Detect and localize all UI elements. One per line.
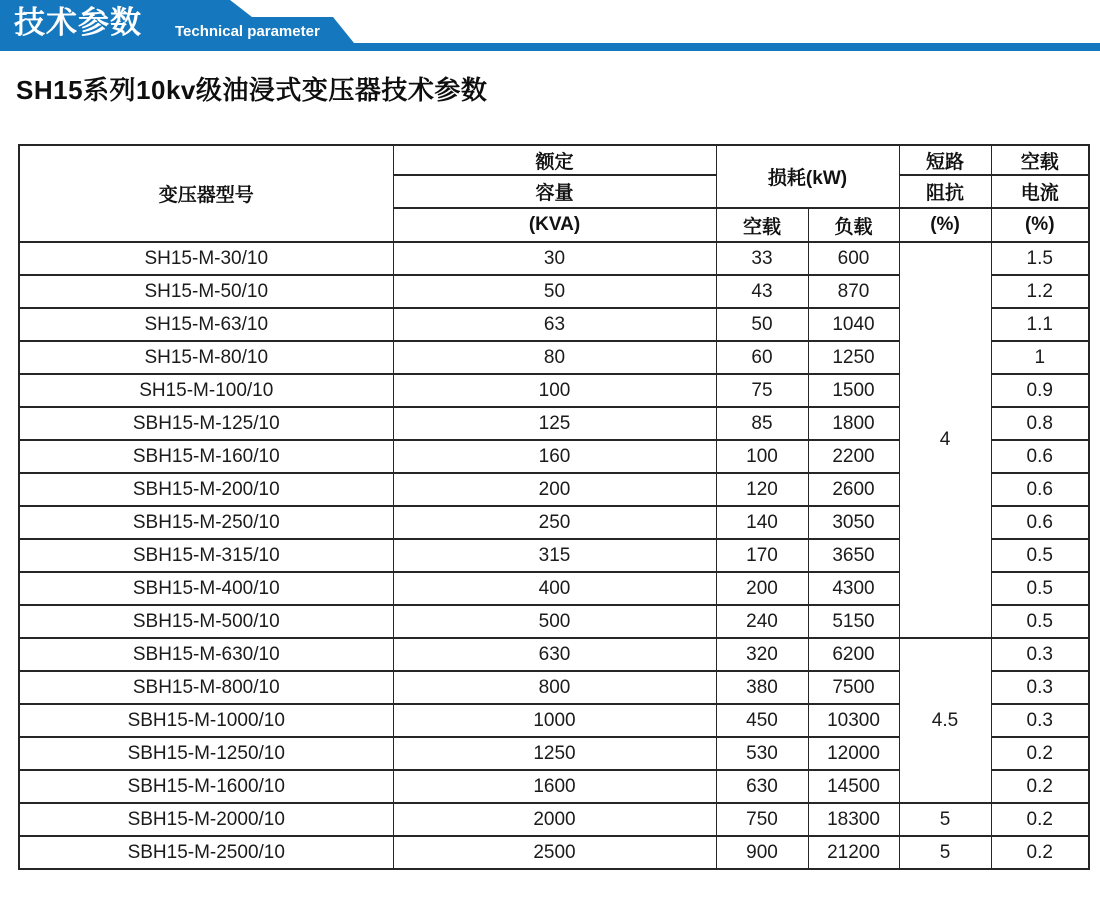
table-body — [19, 242, 1089, 869]
kva-cell: 1250 — [393, 737, 716, 770]
no-load-current-cell: 1.1 — [991, 308, 1089, 341]
kva-cell: 315 — [393, 539, 716, 572]
model-cell: SBH15-M-630/10 — [19, 638, 393, 671]
kva-cell: 500 — [393, 605, 716, 638]
model-cell: SBH15-M-1600/10 — [19, 770, 393, 803]
no-load-current-cell: 0.5 — [991, 572, 1089, 605]
model-cell: SBH15-M-1250/10 — [19, 737, 393, 770]
kva-cell: 100 — [393, 374, 716, 407]
table-row — [19, 638, 1089, 671]
load-loss-cell: 2200 — [808, 440, 899, 473]
no-load-loss-cell: 43 — [716, 275, 808, 308]
model-cell: SBH15-M-800/10 — [19, 671, 393, 704]
no-load-loss-cell: 120 — [716, 473, 808, 506]
kva-cell: 200 — [393, 473, 716, 506]
no-load-current-cell: 0.2 — [991, 836, 1089, 869]
model-cell: SH15-M-100/10 — [19, 374, 393, 407]
model-cell: SH15-M-63/10 — [19, 308, 393, 341]
model-cell: SBH15-M-1000/10 — [19, 704, 393, 737]
no-load-loss-cell: 85 — [716, 407, 808, 440]
model-cell: SH15-M-80/10 — [19, 341, 393, 374]
technical-parameter-banner — [0, 0, 1100, 51]
no-load-loss-cell: 530 — [716, 737, 808, 770]
model-cell: SBH15-M-315/10 — [19, 539, 393, 572]
kva-cell: 80 — [393, 341, 716, 374]
col-header-model: 变压器型号 — [19, 145, 393, 242]
model-cell: SBH15-M-2000/10 — [19, 803, 393, 836]
table-row — [19, 803, 1089, 836]
col-header-no-load: 空载 — [991, 145, 1089, 175]
col-header-loss-no-load: 空载 — [716, 208, 808, 242]
col-header-impedance: 阻抗 — [899, 175, 991, 208]
no-load-current-cell: 0.8 — [991, 407, 1089, 440]
load-loss-cell: 3650 — [808, 539, 899, 572]
no-load-current-cell: 0.2 — [991, 737, 1089, 770]
col-header-capacity: 容量 — [393, 175, 716, 208]
no-load-loss-cell: 100 — [716, 440, 808, 473]
load-loss-cell: 1250 — [808, 341, 899, 374]
no-load-current-cell: 1 — [991, 341, 1089, 374]
no-load-loss-cell: 750 — [716, 803, 808, 836]
no-load-current-cell: 0.9 — [991, 374, 1089, 407]
load-loss-cell: 12000 — [808, 737, 899, 770]
load-loss-cell: 10300 — [808, 704, 899, 737]
col-header-kva-unit: (KVA) — [393, 208, 716, 242]
kva-cell: 125 — [393, 407, 716, 440]
no-load-loss-cell: 170 — [716, 539, 808, 572]
banner-title-cn: 技术参数 — [14, 5, 142, 40]
no-load-current-cell: 0.3 — [991, 704, 1089, 737]
kva-cell: 1600 — [393, 770, 716, 803]
page-title: SH15系列10kv级油浸式变压器技术参数 — [16, 75, 488, 105]
kva-cell: 30 — [393, 242, 716, 275]
no-load-current-cell: 0.3 — [991, 671, 1089, 704]
col-header-rated: 额定 — [393, 145, 716, 175]
no-load-current-cell: 0.6 — [991, 473, 1089, 506]
load-loss-cell: 1800 — [808, 407, 899, 440]
no-load-loss-cell: 450 — [716, 704, 808, 737]
kva-cell: 2500 — [393, 836, 716, 869]
load-loss-cell: 5150 — [808, 605, 899, 638]
no-load-current-cell: 0.2 — [991, 770, 1089, 803]
load-loss-cell: 1040 — [808, 308, 899, 341]
kva-cell: 50 — [393, 275, 716, 308]
header-row-1 — [19, 145, 1089, 175]
no-load-loss-cell: 33 — [716, 242, 808, 275]
model-cell: SBH15-M-160/10 — [19, 440, 393, 473]
load-loss-cell: 14500 — [808, 770, 899, 803]
no-load-current-cell: 0.5 — [991, 605, 1089, 638]
model-cell: SBH15-M-400/10 — [19, 572, 393, 605]
col-header-current: 电流 — [991, 175, 1089, 208]
kva-cell: 630 — [393, 638, 716, 671]
kva-cell: 800 — [393, 671, 716, 704]
impedance-cell: 4 — [899, 242, 991, 638]
model-cell: SH15-M-50/10 — [19, 275, 393, 308]
banner-title-en: Technical parameter — [175, 23, 320, 40]
banner-ribbon-shape — [0, 0, 1100, 51]
load-loss-cell: 21200 — [808, 836, 899, 869]
no-load-loss-cell: 380 — [716, 671, 808, 704]
no-load-current-cell: 0.6 — [991, 506, 1089, 539]
no-load-loss-cell: 320 — [716, 638, 808, 671]
col-header-impedance-unit: (%) — [899, 208, 991, 242]
load-loss-cell: 600 — [808, 242, 899, 275]
no-load-current-cell: 0.2 — [991, 803, 1089, 836]
model-cell: SBH15-M-500/10 — [19, 605, 393, 638]
kva-cell: 250 — [393, 506, 716, 539]
impedance-cell: 4.5 — [899, 638, 991, 803]
no-load-current-cell: 0.6 — [991, 440, 1089, 473]
impedance-cell: 5 — [899, 836, 991, 869]
no-load-current-cell: 0.5 — [991, 539, 1089, 572]
kva-cell: 160 — [393, 440, 716, 473]
impedance-cell: 5 — [899, 803, 991, 836]
no-load-loss-cell: 140 — [716, 506, 808, 539]
no-load-loss-cell: 60 — [716, 341, 808, 374]
load-loss-cell: 2600 — [808, 473, 899, 506]
kva-cell: 1000 — [393, 704, 716, 737]
kva-cell: 63 — [393, 308, 716, 341]
no-load-loss-cell: 240 — [716, 605, 808, 638]
load-loss-cell: 3050 — [808, 506, 899, 539]
table-row — [19, 836, 1089, 869]
no-load-loss-cell: 75 — [716, 374, 808, 407]
load-loss-cell: 1500 — [808, 374, 899, 407]
load-loss-cell: 870 — [808, 275, 899, 308]
load-loss-cell: 7500 — [808, 671, 899, 704]
load-loss-cell: 6200 — [808, 638, 899, 671]
no-load-current-cell: 1.2 — [991, 275, 1089, 308]
model-cell: SBH15-M-250/10 — [19, 506, 393, 539]
no-load-loss-cell: 630 — [716, 770, 808, 803]
no-load-loss-cell: 900 — [716, 836, 808, 869]
table-row — [19, 242, 1089, 275]
model-cell: SBH15-M-125/10 — [19, 407, 393, 440]
load-loss-cell: 4300 — [808, 572, 899, 605]
kva-cell: 2000 — [393, 803, 716, 836]
kva-cell: 400 — [393, 572, 716, 605]
model-cell: SBH15-M-200/10 — [19, 473, 393, 506]
model-cell: SH15-M-30/10 — [19, 242, 393, 275]
no-load-loss-cell: 200 — [716, 572, 808, 605]
col-header-loss-load: 负载 — [808, 208, 899, 242]
col-header-loss: 损耗(kW) — [716, 145, 899, 208]
model-cell: SBH15-M-2500/10 — [19, 836, 393, 869]
no-load-current-cell: 0.3 — [991, 638, 1089, 671]
load-loss-cell: 18300 — [808, 803, 899, 836]
no-load-loss-cell: 50 — [716, 308, 808, 341]
transformer-parameters-table — [18, 144, 1090, 870]
no-load-current-cell: 1.5 — [991, 242, 1089, 275]
col-header-short-circuit: 短路 — [899, 145, 991, 175]
col-header-current-unit: (%) — [991, 208, 1089, 242]
